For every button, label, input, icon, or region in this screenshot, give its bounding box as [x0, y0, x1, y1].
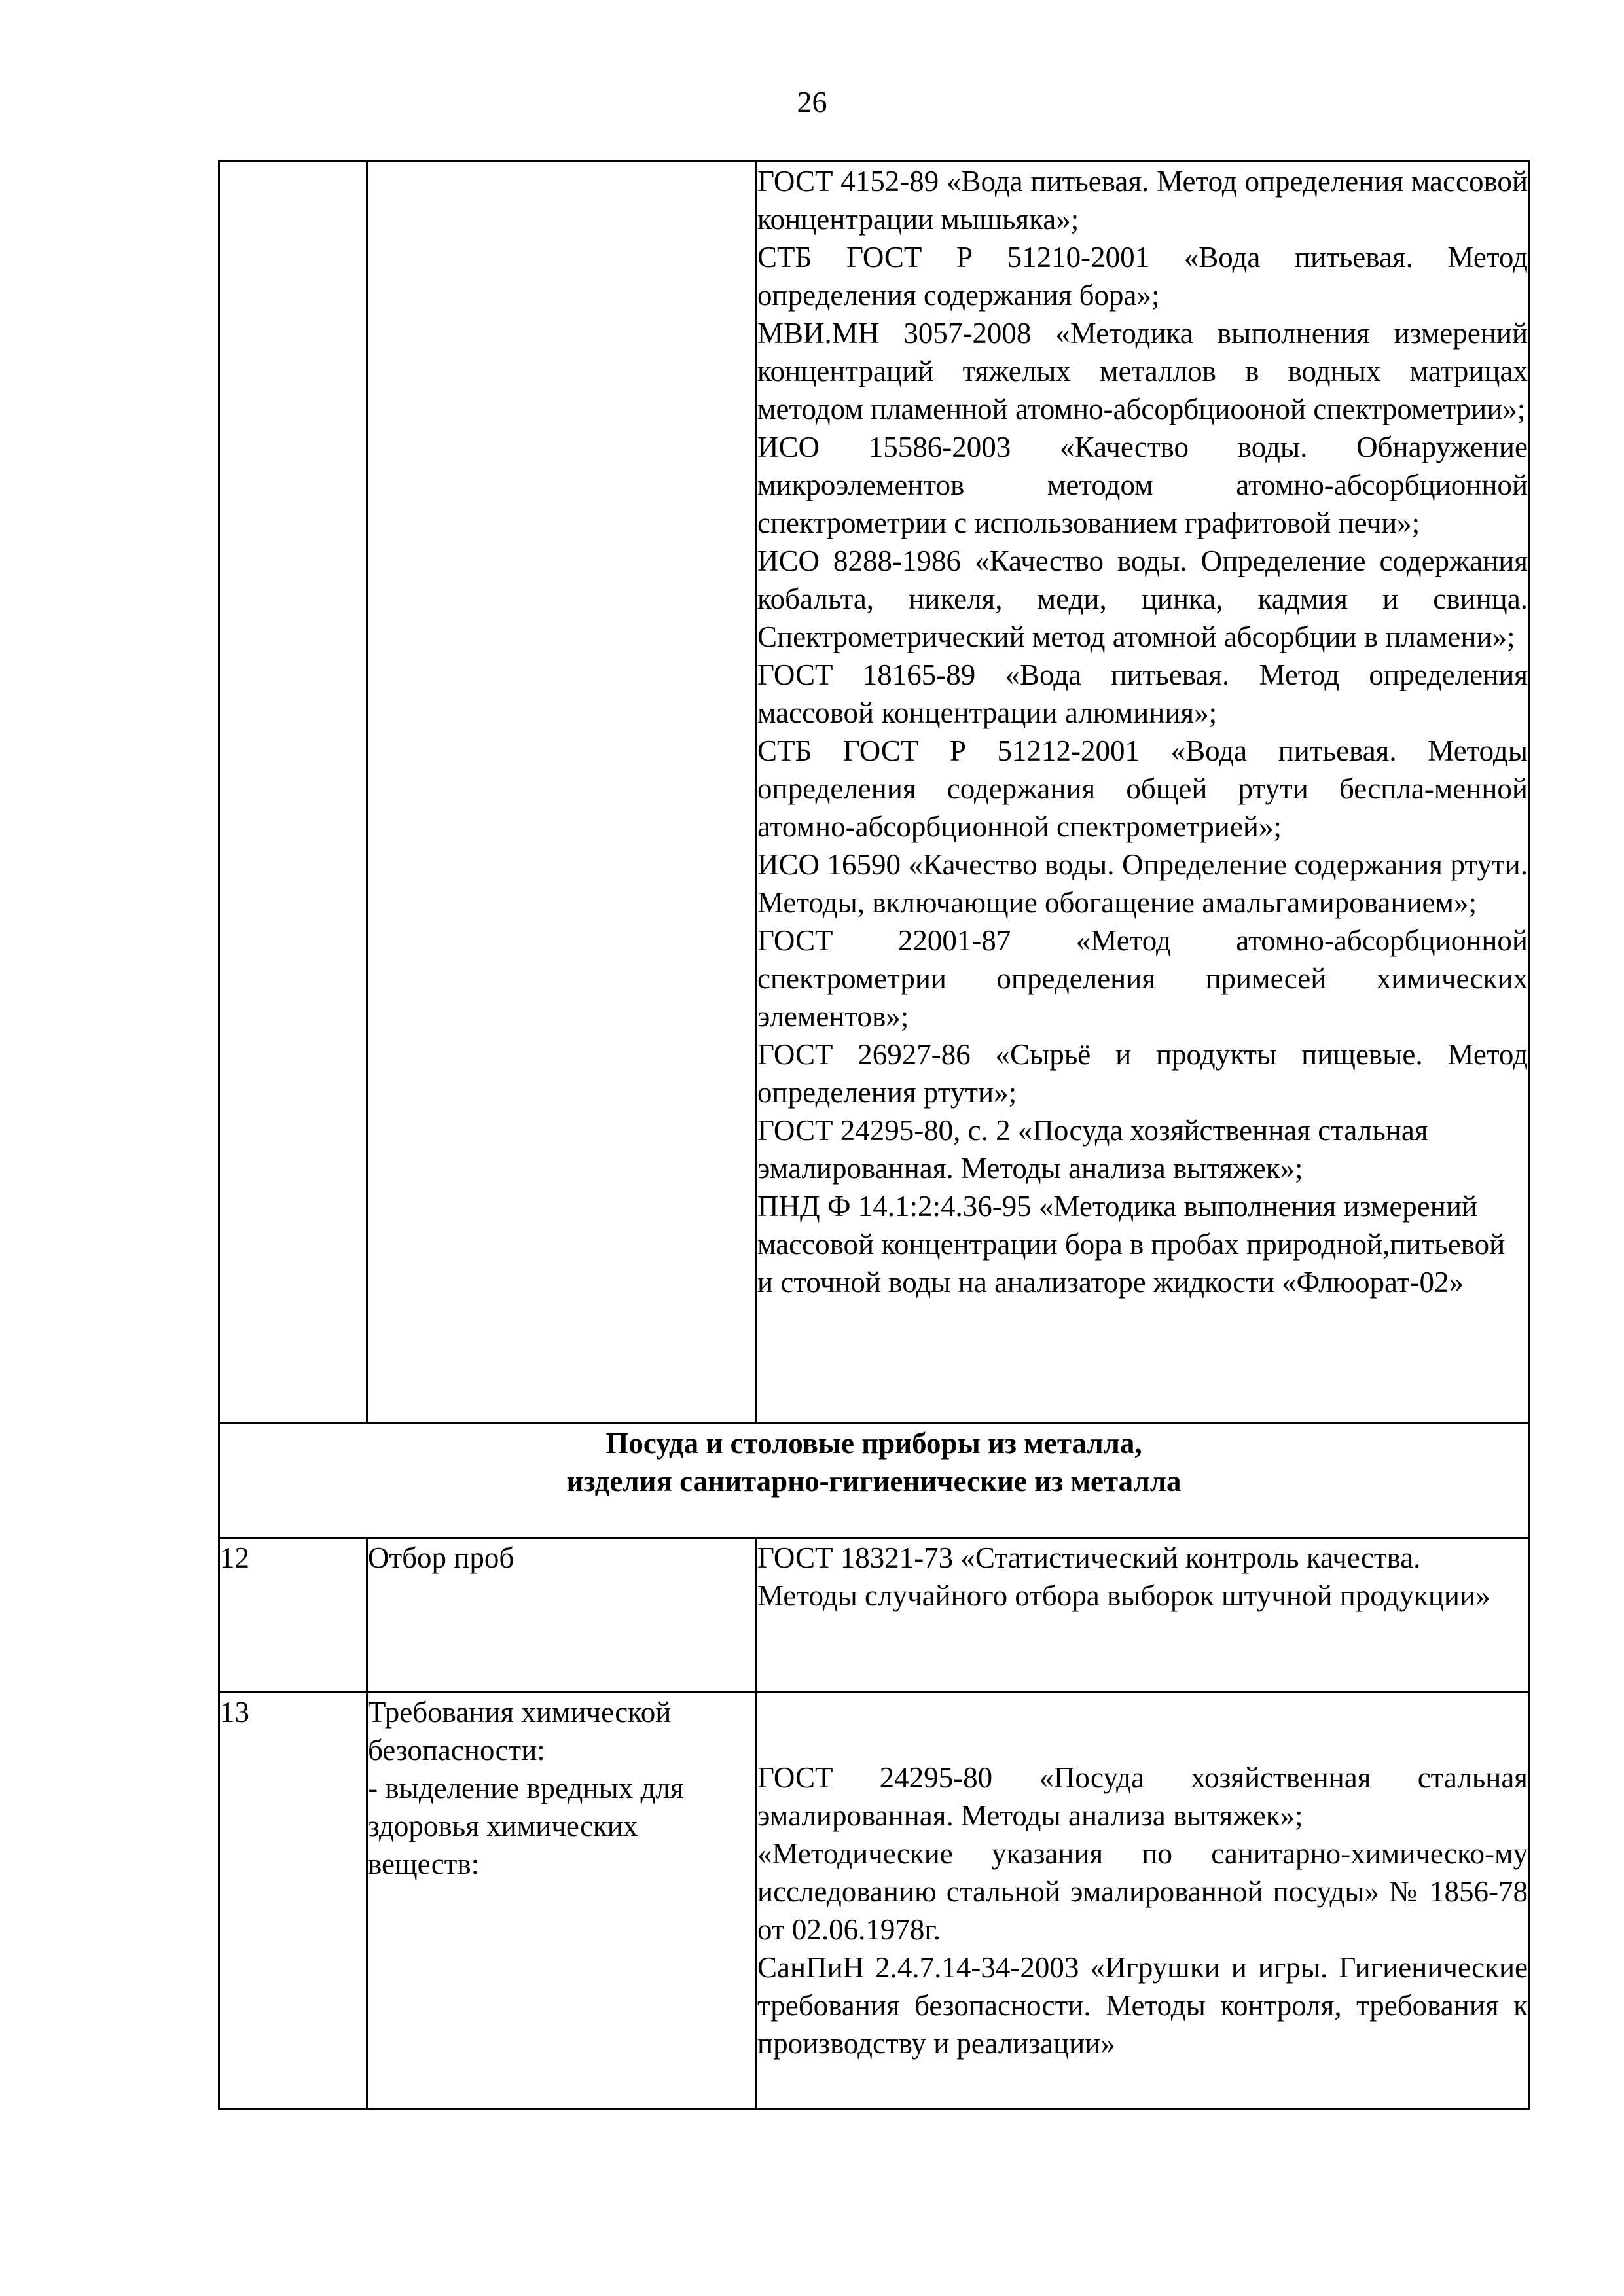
section-title: [219, 1424, 1529, 1538]
row-subject: [367, 1693, 757, 2109]
methods-table: [218, 160, 1530, 2110]
cell-subject-empty: [367, 162, 757, 1424]
method-entry: СТБ ГОСТ Р 51212-2001 «Вода питьевая. Методы определения содержания общей ртути беспла-менной атомно-абсорбционной спектрометрией»;: [757, 734, 1528, 843]
section-header-row: [219, 1424, 1529, 1538]
row-number: 13: [219, 1693, 367, 2109]
row-subject: Отбор проб: [367, 1538, 757, 1693]
row-number: 12: [219, 1538, 367, 1693]
row-methods: [757, 1538, 1529, 1693]
cell-number-empty: [219, 162, 367, 1424]
method-entry: ГОСТ 24295-80 «Посуда хозяйственная стальная эмалированная. Методы анализа вытяжек»;: [757, 1761, 1528, 1832]
method-entry: ГОСТ 22001-87 «Метод атомно-абсорбционной спектрометрии определения примесей химических элементов»;: [757, 924, 1528, 1033]
subject-line: Требования химической безопасности:: [368, 1696, 672, 1767]
method-entry: ГОСТ 18321-73 «Статистический контроль качества. Методы случайного отбора выборок штучной продукции»: [757, 1541, 1490, 1612]
method-entry: ПНД Ф 14.1:2:4.36-95 «Методика выполнения измерений массовой концентрации бора в пробах природной,питьевой и сточной воды на анализаторе жидкости «Флюорат-02»: [757, 1190, 1506, 1299]
method-entry: ГОСТ 26927-86 «Сырьё и продукты пищевые. Метод определения ртути»;: [757, 1038, 1528, 1109]
method-entry: ГОСТ 24295-80, с. 2 «Посуда хозяйственная стальная эмалированная. Методы анализа вытяжек»;: [757, 1114, 1428, 1185]
method-entry: СанПиН 2.4.7.14-34-2003 «Игрушки и игры. Гигиенические требования безопасности. Методы контроля, требования к производству и реализации»: [757, 1951, 1528, 2060]
method-entry: МВИ.МН 3057-2008 «Методика выполнения измерений концентраций тяжелых металлов в водных матрицах методом пламенной атомно-абсорбциоoной спектрометрии»;: [757, 317, 1528, 425]
subject-line: - выделение вредных для здоровья химических веществ:: [368, 1772, 684, 1880]
method-entry: ГОСТ 4152-89 «Вода питьевая. Метод определения массовой концентрации мышьяка»;: [757, 165, 1528, 236]
table-row: [219, 1693, 1529, 2109]
method-entry: «Методические указания по санитарно-химическо-му исследованию стальной эмалированной посуды» № 1856-78 от 02.06.1978г.: [757, 1837, 1528, 1946]
method-entry: СТБ ГОСТ Р 51210-2001 «Вода питьевая. Метод определения содержания бора»;: [757, 241, 1528, 312]
cell-methods-continued: [757, 162, 1529, 1424]
method-entry: ГОСТ 18165-89 «Вода питьевая. Метод определения массовой концентрации алюминия»;: [757, 658, 1528, 729]
page-number: 26: [797, 85, 827, 118]
table-row: [219, 1538, 1529, 1693]
section-title-line: изделия санитарно-гигиенические из металла: [566, 1465, 1182, 1498]
section-title-line: Посуда и столовые приборы из металла,: [605, 1427, 1142, 1460]
method-entry: ИСО 16590 «Качество воды. Определение содержания ртути. Методы, включающие обогащение амальгамированием»;: [757, 848, 1528, 919]
row-methods: [757, 1693, 1529, 2109]
method-entry: ИСО 8288-1986 «Качество воды. Определение содержания кобальта, никеля, меди, цинка, кадмия и свинца. Спектрометрический метод атомной абсорбции в пламени»;: [757, 545, 1528, 653]
method-entry: ИСО 15586-2003 «Качество воды. Обнаружение микроэлементов методом атомно-абсорбционной спектрометрии с использованием графитовой печи»;: [757, 431, 1528, 539]
table-row-continued: [219, 162, 1529, 1424]
